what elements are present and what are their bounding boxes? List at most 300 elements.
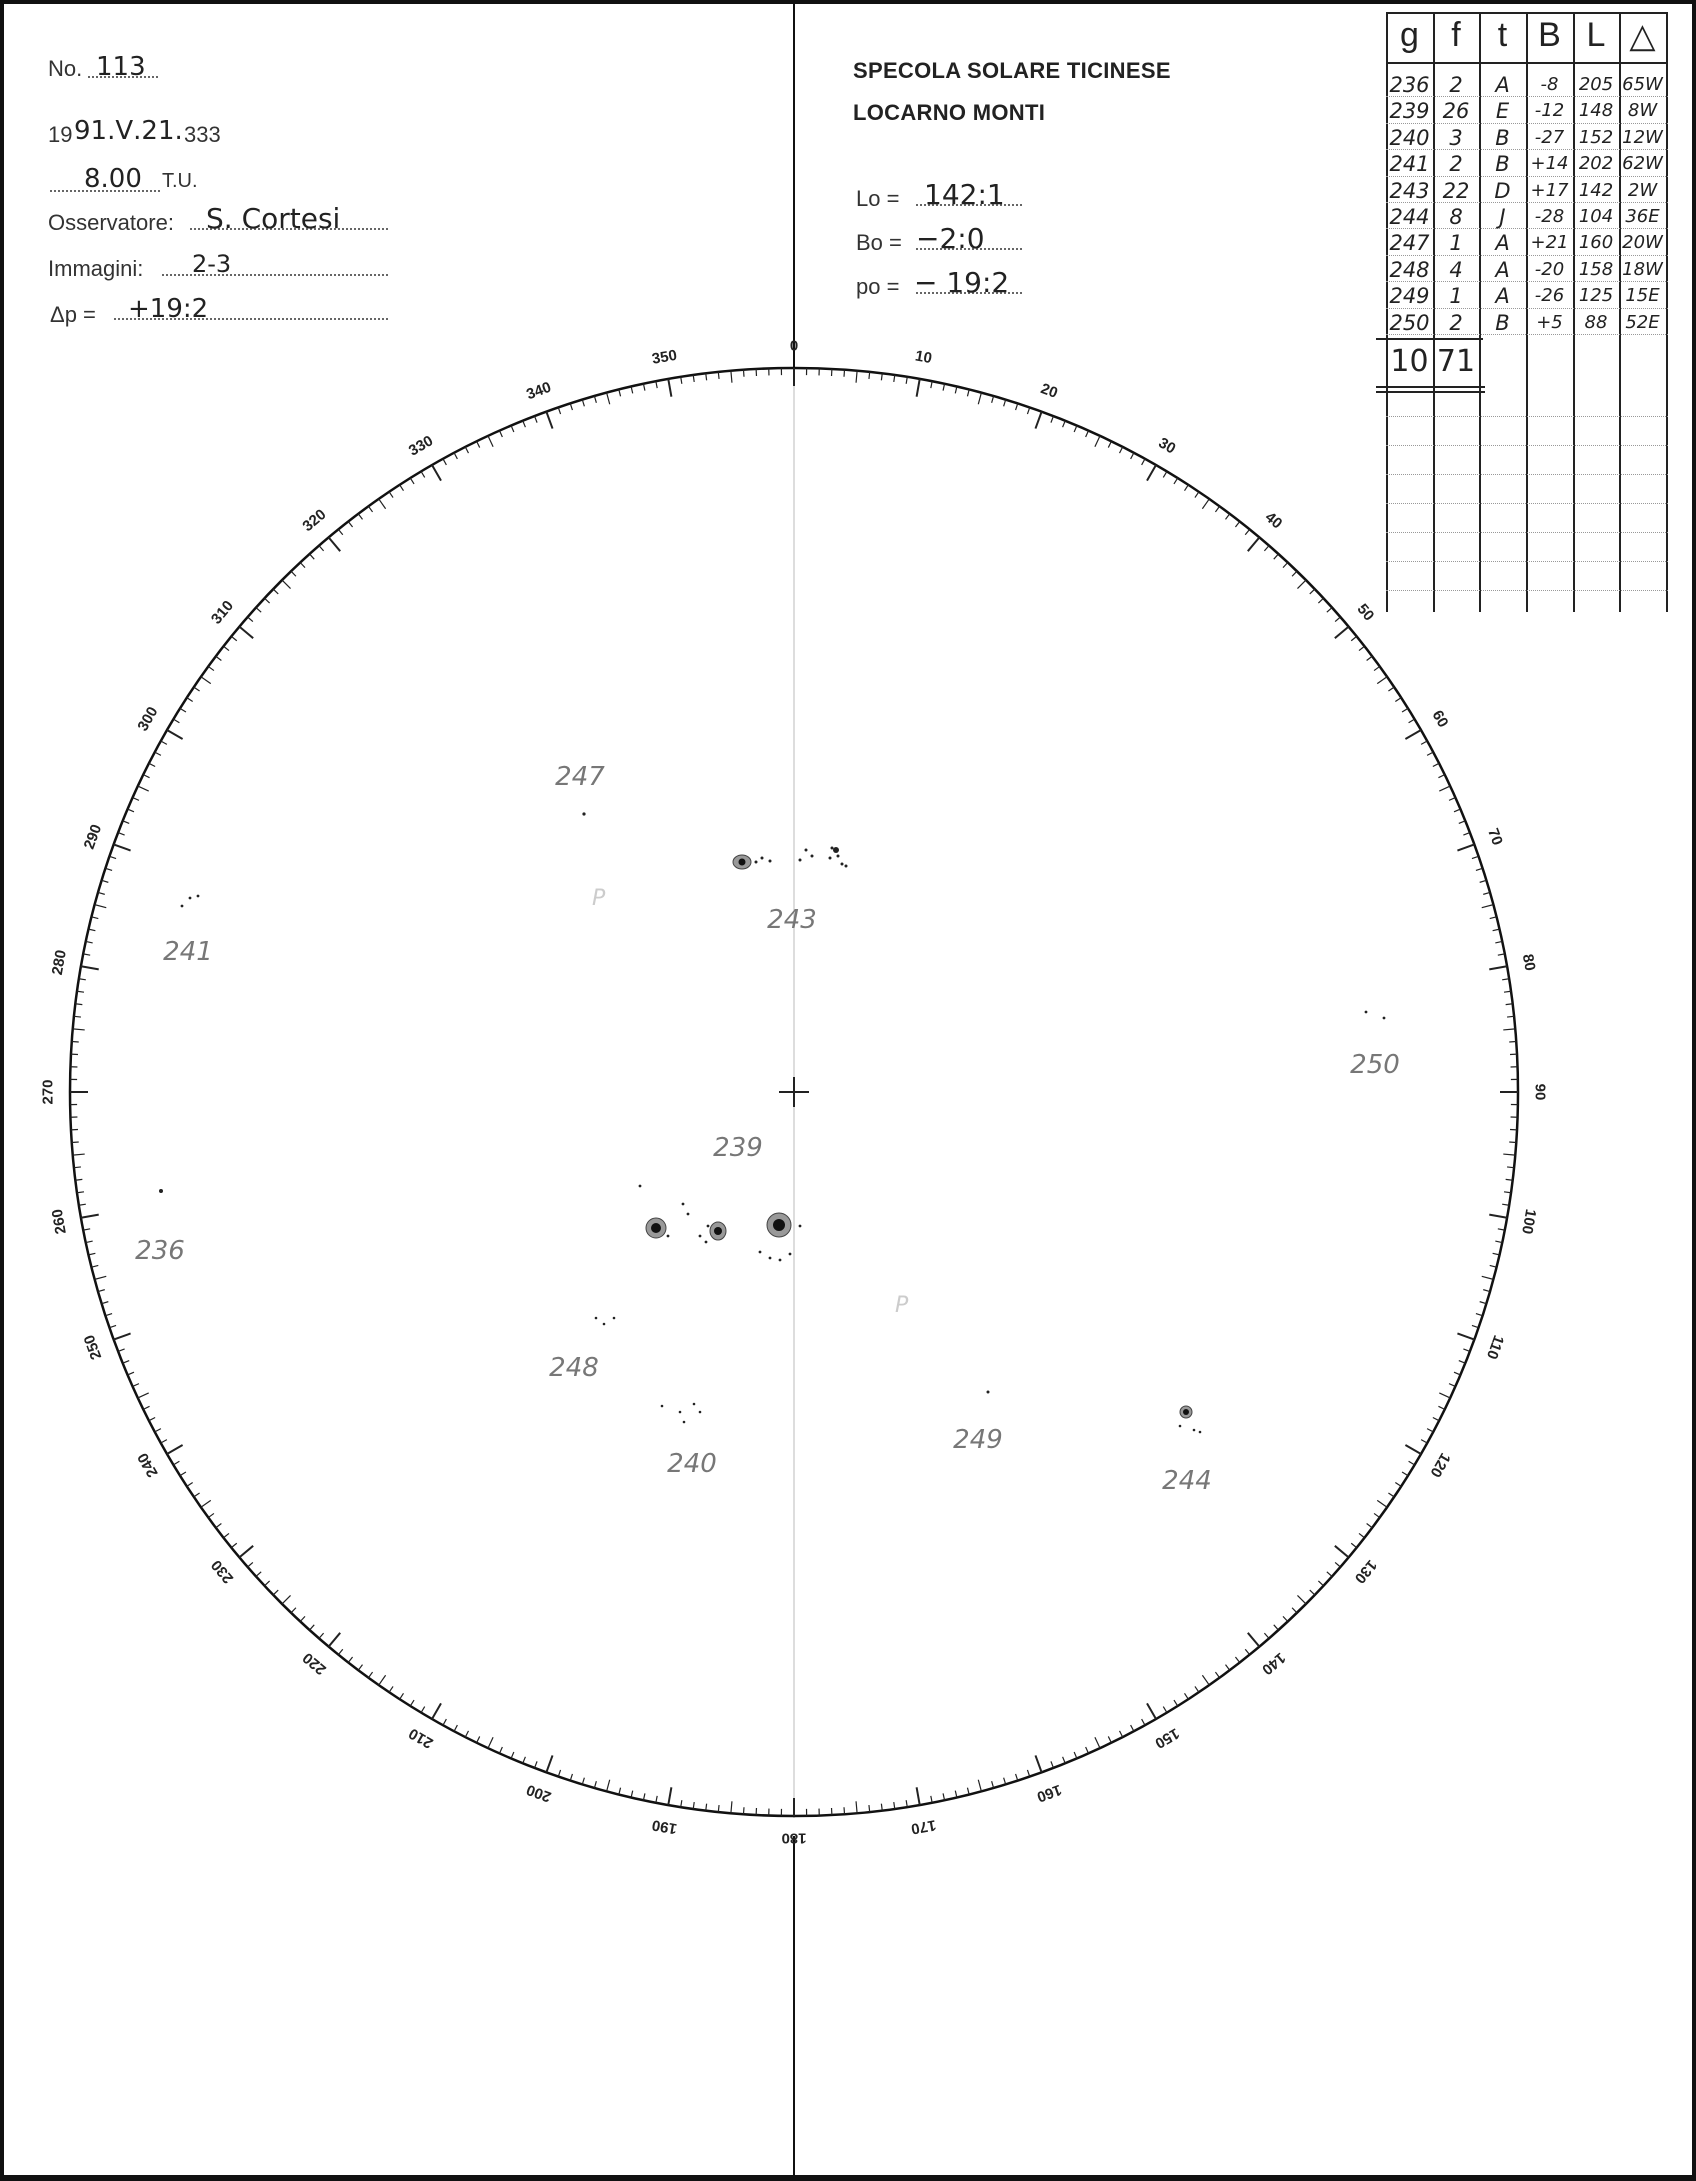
sunspot-dot [759, 1251, 762, 1254]
limb-tick [167, 730, 183, 739]
sunspot-dot [667, 1235, 670, 1238]
table-cell: J [1499, 205, 1506, 229]
tick-label: 140 [1258, 1648, 1289, 1679]
limb-tick [1503, 1154, 1515, 1155]
limb-tick [133, 1384, 139, 1387]
observatory-subtitle: LOCARNO MONTI [853, 100, 1046, 125]
table-cell: D [1494, 178, 1511, 203]
limb-tick [631, 387, 633, 394]
limb-tick [123, 821, 129, 824]
limb-tick [1095, 1737, 1100, 1748]
tick-label: 120 [1426, 1449, 1454, 1481]
limb-tick [389, 1686, 393, 1692]
limb-tick [1248, 1633, 1260, 1647]
limb-tick [1174, 1700, 1178, 1706]
sunspot-dot [707, 1225, 710, 1228]
limb-tick [81, 1215, 99, 1218]
limb-tick [1335, 627, 1349, 639]
limb-tick [1202, 499, 1209, 509]
table-header-cell: g [1400, 16, 1419, 54]
limb-tick [1147, 1703, 1156, 1719]
limb-tick [1490, 1265, 1497, 1267]
limb-tick [155, 752, 161, 755]
limb-tick [410, 1700, 414, 1706]
tick-label: 100 [1518, 1207, 1540, 1236]
limb-tick [389, 492, 393, 498]
limb-tick [1388, 1493, 1394, 1497]
limb-tick [201, 1500, 211, 1507]
limb-tick [967, 1788, 969, 1795]
table-cell: 240 [1389, 125, 1430, 150]
limb-tick [223, 1533, 229, 1537]
limb-tick [358, 1665, 362, 1671]
limb-tick [231, 1543, 236, 1547]
table-cell: -8 [1540, 74, 1559, 95]
sunspot-dot [1193, 1429, 1196, 1432]
limb-tick [1335, 1562, 1340, 1567]
limb-tick [1377, 1500, 1387, 1507]
limb-tick [95, 905, 107, 908]
table-cell: 26 [1442, 99, 1470, 124]
limb-tick [1318, 598, 1323, 603]
table-row-rule [1386, 12, 1668, 14]
limb-tick [1016, 1774, 1018, 1781]
limb-tick [1472, 1325, 1479, 1327]
limb-tick [1449, 798, 1455, 801]
tick-label: 180 [781, 1829, 807, 1847]
p0-label: po = [856, 274, 900, 299]
limb-tick [348, 521, 352, 527]
sunspot-dot [811, 855, 814, 858]
limb-tick [443, 1719, 446, 1725]
limb-tick [1292, 571, 1297, 576]
sunspot-dot [189, 897, 192, 900]
limb-tick [1402, 1472, 1408, 1476]
limb-tick [1507, 1016, 1514, 1017]
limb-tick [1503, 1029, 1515, 1030]
sunspot-dot [661, 1405, 664, 1408]
limb-tick [607, 1780, 610, 1792]
tick-label: 350 [650, 346, 679, 368]
limb-tick [128, 809, 134, 812]
limb-tick [74, 1016, 81, 1017]
limb-tick [631, 1791, 633, 1798]
limb-tick [1439, 786, 1450, 791]
limb-tick [310, 1625, 315, 1630]
tick-label: 10 [913, 347, 934, 368]
limb-tick [239, 627, 253, 639]
table-cell: E [1495, 99, 1510, 124]
limb-tick [194, 1493, 200, 1497]
tick-label: 20 [1038, 380, 1060, 402]
sunspot-dot [789, 1253, 792, 1256]
limb-tick [138, 786, 149, 791]
limb-tick [643, 1793, 644, 1800]
observer-label: Osservatore: [48, 210, 174, 235]
limb-tick [1074, 1752, 1077, 1758]
limb-tick [1004, 400, 1006, 407]
limb-tick [1482, 1276, 1494, 1279]
limb-tick [291, 571, 296, 576]
limb-tick [881, 1804, 882, 1811]
limb-tick [1035, 1755, 1041, 1772]
tick-label: 280 [48, 948, 70, 977]
table-cell: 20W [1622, 232, 1663, 254]
limb-tick [1459, 1361, 1465, 1364]
limb-tick [546, 1755, 552, 1772]
limb-tick [1310, 1590, 1315, 1595]
limb-tick [1185, 1693, 1189, 1699]
limb-tick [1405, 1445, 1421, 1454]
limb-tick [1489, 1215, 1507, 1218]
sunspot-dot [582, 812, 585, 815]
limb-tick [570, 1774, 572, 1781]
table-cell: 236 [1389, 73, 1430, 97]
limb-tick [105, 1314, 112, 1316]
tick-label: 190 [650, 1816, 679, 1838]
limb-tick [231, 636, 236, 640]
table-row-rule [1386, 532, 1668, 533]
table-header-cell: t [1497, 16, 1508, 54]
limb-tick [943, 384, 944, 391]
limb-tick [114, 844, 131, 850]
limb-tick [1495, 941, 1502, 942]
limb-tick [194, 687, 200, 691]
limb-tick [86, 1241, 93, 1242]
limb-tick [1374, 666, 1380, 670]
group-label-249: 249 [953, 1425, 1003, 1455]
table-total-cell: 10 [1390, 344, 1429, 379]
limb-tick [1108, 1736, 1111, 1742]
limb-tick [319, 546, 324, 551]
sunspot-dot [705, 1241, 708, 1244]
no-value: 113 [96, 52, 146, 82]
table-row-rule [1386, 416, 1668, 417]
tick-label: 40 [1261, 508, 1286, 533]
table-cell: 1 [1449, 231, 1463, 256]
limb-tick [256, 1572, 261, 1577]
sunspot-umbra [1183, 1409, 1189, 1415]
tick-label: 80 [1518, 952, 1539, 973]
table-cell: 1 [1449, 284, 1463, 309]
table-cell: 104 [1578, 206, 1614, 227]
limb-tick [1264, 1633, 1269, 1638]
limb-tick [310, 554, 315, 559]
table-row-rule [1376, 391, 1485, 393]
no-label: No. [48, 56, 83, 81]
limb-tick [1490, 917, 1497, 919]
tick-label: 290 [80, 822, 106, 852]
limb-tick [1297, 580, 1305, 588]
tick-label: 110 [1482, 1332, 1508, 1362]
limb-tick [338, 529, 342, 534]
table-cell: B [1495, 125, 1510, 150]
limb-tick [109, 1325, 116, 1327]
table-cell: 15E [1625, 285, 1660, 307]
limb-tick [1035, 412, 1041, 429]
B0-value: −2:0 [916, 222, 985, 255]
sunspot-dot [693, 1403, 696, 1406]
limb-tick [223, 646, 229, 650]
limb-tick [358, 514, 362, 520]
limb-tick [149, 763, 155, 766]
disk-center-cross [779, 1077, 809, 1107]
limb-tick [1283, 1616, 1288, 1621]
table-header-cell: △ [1629, 17, 1656, 55]
limb-tick [1438, 775, 1444, 778]
limb-tick [1476, 1314, 1483, 1316]
sunspot-dot [682, 1203, 685, 1206]
limb-tick [379, 1675, 386, 1685]
limb-tick [1457, 844, 1474, 850]
limb-tick [619, 390, 621, 397]
limb-tick [138, 1393, 149, 1398]
sunspot-dot [833, 847, 839, 853]
limb-tick [1351, 1543, 1356, 1547]
limb-tick [1327, 608, 1332, 613]
limb-tick [102, 1302, 109, 1304]
sunspot-umbra [651, 1223, 661, 1233]
limb-tick [558, 407, 560, 414]
limb-tick [216, 656, 222, 660]
table-cell: +5 [1536, 311, 1563, 333]
limb-tick [1226, 514, 1230, 520]
date-suffix: 333 [184, 122, 221, 147]
limb-tick [114, 1333, 131, 1339]
table-cell: 249 [1389, 284, 1430, 309]
table-cell: +21 [1530, 232, 1569, 254]
sunspot-dot [841, 863, 844, 866]
table-cell: 142 [1578, 179, 1614, 201]
limb-tick [248, 1562, 253, 1567]
sunspot-dot [603, 1323, 606, 1326]
limb-tick [1449, 1384, 1455, 1387]
limb-tick [167, 1445, 183, 1454]
limb-tick [1142, 459, 1145, 465]
limb-tick [379, 499, 386, 509]
limb-tick [978, 1780, 981, 1792]
limb-tick [1327, 1572, 1332, 1577]
limb-tick [1463, 833, 1470, 836]
table-cell: A [1495, 284, 1510, 309]
limb-tick [1318, 1581, 1323, 1586]
table-cell: 52E [1625, 311, 1660, 333]
tick-label: 240 [134, 1449, 162, 1481]
limb-tick [421, 471, 425, 477]
limb-tick [454, 453, 457, 459]
limb-tick [1454, 809, 1460, 812]
limb-tick [319, 1633, 324, 1638]
limb-tick [273, 1590, 278, 1595]
limb-tick [133, 798, 139, 801]
limb-tick [1027, 407, 1029, 414]
limb-tick [1433, 763, 1439, 766]
limb-tick [1051, 1761, 1054, 1768]
sunspot-dot [699, 1411, 702, 1414]
limb-tick [1427, 752, 1433, 755]
tick-label: 230 [207, 1556, 238, 1587]
limb-tick [1472, 856, 1479, 858]
table-cell: -12 [1534, 100, 1565, 122]
L0-label: Lo = [856, 186, 900, 211]
limb-tick [1147, 465, 1156, 481]
limb-tick [105, 868, 112, 870]
tick-label: 50 [1353, 600, 1378, 625]
sunspot-dot [837, 855, 840, 858]
limb-tick [201, 677, 211, 684]
limb-tick [582, 1778, 584, 1785]
limb-tick [1063, 1757, 1066, 1763]
limb-tick [1120, 447, 1123, 453]
sunspot-dot [613, 1317, 616, 1320]
table-cell: 2 [1449, 310, 1463, 335]
limb-tick [410, 478, 414, 484]
limb-tick [81, 966, 99, 969]
limb-tick [282, 1595, 290, 1603]
limb-tick [668, 379, 671, 397]
limb-tick [264, 1581, 269, 1586]
limb-tick [421, 1707, 425, 1713]
tick-label: 170 [909, 1816, 938, 1838]
L0-value: 142:1 [924, 178, 1005, 211]
tick-label: 330 [405, 432, 437, 460]
table-cell: 152 [1578, 126, 1614, 148]
sunspot-dot [679, 1411, 682, 1414]
limb-tick [329, 537, 341, 551]
sunspot-dot [799, 859, 802, 862]
table-cell: A [1495, 231, 1510, 256]
limb-tick [706, 373, 707, 380]
limb-tick [1506, 1179, 1513, 1180]
limb-tick [264, 598, 269, 603]
limb-tick [1388, 687, 1394, 691]
table-cell: 8 [1449, 205, 1463, 229]
limb-tick [967, 390, 969, 397]
limb-tick [118, 833, 125, 836]
limb-tick [731, 371, 732, 383]
table-column-rule [1666, 12, 1668, 612]
limb-tick [86, 941, 93, 942]
table-cell: 65W [1622, 74, 1663, 95]
table-cell: 12W [1622, 126, 1663, 148]
limb-tick [558, 1770, 560, 1777]
limb-tick [173, 719, 179, 723]
limb-tick [731, 1801, 732, 1813]
limb-tick [180, 708, 186, 712]
tick-label: 160 [1034, 1780, 1064, 1806]
limb-tick [856, 371, 857, 383]
limb-tick [1027, 1770, 1029, 1777]
limb-tick [143, 775, 149, 778]
group-label-239: 239 [713, 1133, 763, 1163]
table-cell: 244 [1389, 205, 1430, 229]
limb-tick [535, 1761, 538, 1768]
limb-tick [465, 447, 468, 453]
limb-tick [1235, 1657, 1239, 1663]
limb-tick [1409, 1461, 1415, 1465]
table-cell: 248 [1389, 257, 1430, 282]
limb-tick [943, 1793, 944, 1800]
table-cell: +14 [1530, 153, 1569, 175]
table-cell: 202 [1578, 153, 1614, 175]
limb-tick [1195, 1686, 1199, 1692]
table-cell: 18W [1622, 258, 1663, 280]
limb-tick [73, 1154, 85, 1155]
limb-tick [432, 1703, 441, 1719]
limb-tick [1108, 441, 1111, 447]
limb-tick [1359, 646, 1365, 650]
sunspot-dot [683, 1421, 686, 1424]
limb-tick [1142, 1719, 1145, 1725]
table-row-rule [1376, 386, 1485, 388]
limb-tick [102, 880, 109, 882]
limb-tick [368, 1672, 372, 1678]
limb-tick [1274, 554, 1279, 559]
sunspot-dot [845, 865, 848, 868]
limb-tick [161, 741, 167, 744]
group-label-247: 247 [555, 762, 605, 792]
table-cell: 160 [1578, 232, 1614, 254]
limb-tick [400, 1693, 404, 1699]
limb-tick [917, 1787, 920, 1805]
limb-tick [477, 441, 480, 447]
limb-tick [1335, 617, 1340, 622]
limb-tick [75, 1179, 82, 1180]
time-value: 8.00 [84, 164, 142, 194]
limb-tick [1405, 730, 1421, 739]
limb-tick [1395, 1483, 1401, 1487]
limb-tick [607, 393, 610, 405]
sunspot-dot [769, 1257, 772, 1260]
limb-tick [1457, 1333, 1474, 1339]
date-prefix: 19 [48, 122, 73, 147]
table-cell: 88 [1584, 311, 1608, 333]
limb-tick [535, 416, 538, 423]
table-header-cell: B [1538, 16, 1561, 54]
limb-tick [582, 400, 584, 407]
tick-label: 0 [789, 337, 799, 355]
tick-label: 260 [48, 1207, 70, 1236]
sunspot-dot [595, 1317, 598, 1320]
table-cell: 158 [1578, 258, 1614, 280]
limb-tick [248, 617, 253, 622]
table-header-cell: f [1451, 16, 1461, 54]
table-cell: 2W [1627, 179, 1658, 201]
sunspot-dot [829, 857, 832, 860]
sunspot-dot [769, 860, 772, 863]
table-cell: +17 [1530, 179, 1569, 201]
limb-tick [291, 1608, 296, 1613]
dp-value: +19:2 [128, 294, 209, 324]
limb-tick [1004, 1778, 1006, 1785]
limb-tick [1086, 431, 1089, 437]
tick-label: 300 [134, 703, 162, 735]
sunspot-dot [1383, 1017, 1386, 1020]
limb-tick [1274, 1625, 1279, 1630]
limb-tick [1463, 1349, 1470, 1352]
table-cell: -26 [1534, 285, 1565, 307]
images-value: 2-3 [192, 250, 232, 278]
limb-tick [1248, 537, 1260, 551]
limb-tick [1174, 478, 1178, 484]
sunspot-dot [699, 1235, 702, 1238]
limb-tick [1395, 698, 1401, 702]
limb-tick [338, 1649, 342, 1654]
limb-tick [1310, 589, 1315, 594]
limb-tick [73, 1029, 85, 1030]
table-cell: 125 [1578, 285, 1614, 307]
sunspot-dot [639, 1185, 642, 1188]
